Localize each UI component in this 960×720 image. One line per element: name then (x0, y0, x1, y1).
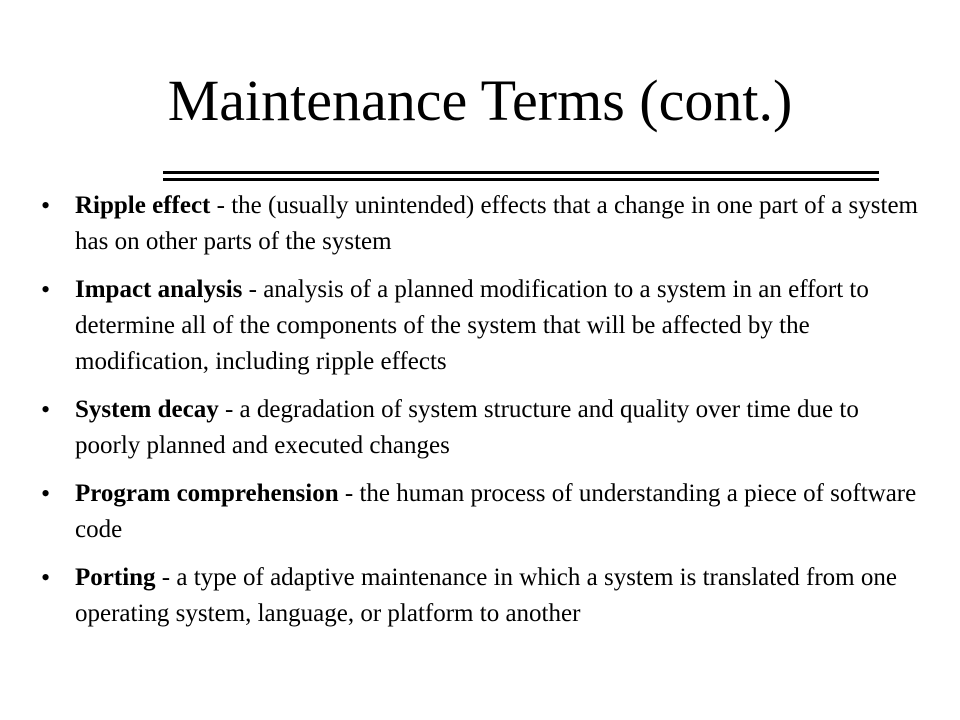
title-underline-top (163, 171, 879, 174)
bullet-text (75, 272, 920, 380)
bullet-icon: • (41, 479, 51, 508)
bullet-icon: • (41, 395, 51, 424)
bullet-definition: - a degradation of system structure and quality over time due to poorly planned and executed changes (75, 396, 859, 459)
slide-title: Maintenance Terms (cont.) (167, 68, 793, 133)
title-underline-bottom (163, 178, 879, 181)
bullet-definition: - the human process of understanding a piece of software code (75, 480, 917, 543)
bullet-definition: - a type of adaptive maintenance in which a system is translated from one operating system, language, or platform to another (75, 564, 897, 627)
bullet-icon: • (41, 275, 51, 304)
bullet-definition: - analysis of a planned modification to a system in an effort to determine all of the components of the system that will be affected by the modification, including ripple effects (75, 276, 869, 375)
bullet-term: Program comprehension (75, 480, 339, 507)
bullet-icon: • (41, 563, 51, 592)
bullet-definition: - the (usually unintended) effects that a change in one part of a system has on other parts of the system (75, 192, 919, 255)
bullet-text (75, 560, 920, 632)
bullet-term: Ripple effect (75, 192, 211, 219)
bullet-term: Impact analysis (75, 276, 243, 303)
bullet-text (75, 188, 920, 260)
bullet-text (75, 392, 920, 464)
bullet-term: System decay (75, 396, 219, 423)
bullet-term: Porting (75, 564, 156, 591)
bullet-icon: • (41, 191, 51, 220)
bullet-text (75, 476, 920, 548)
